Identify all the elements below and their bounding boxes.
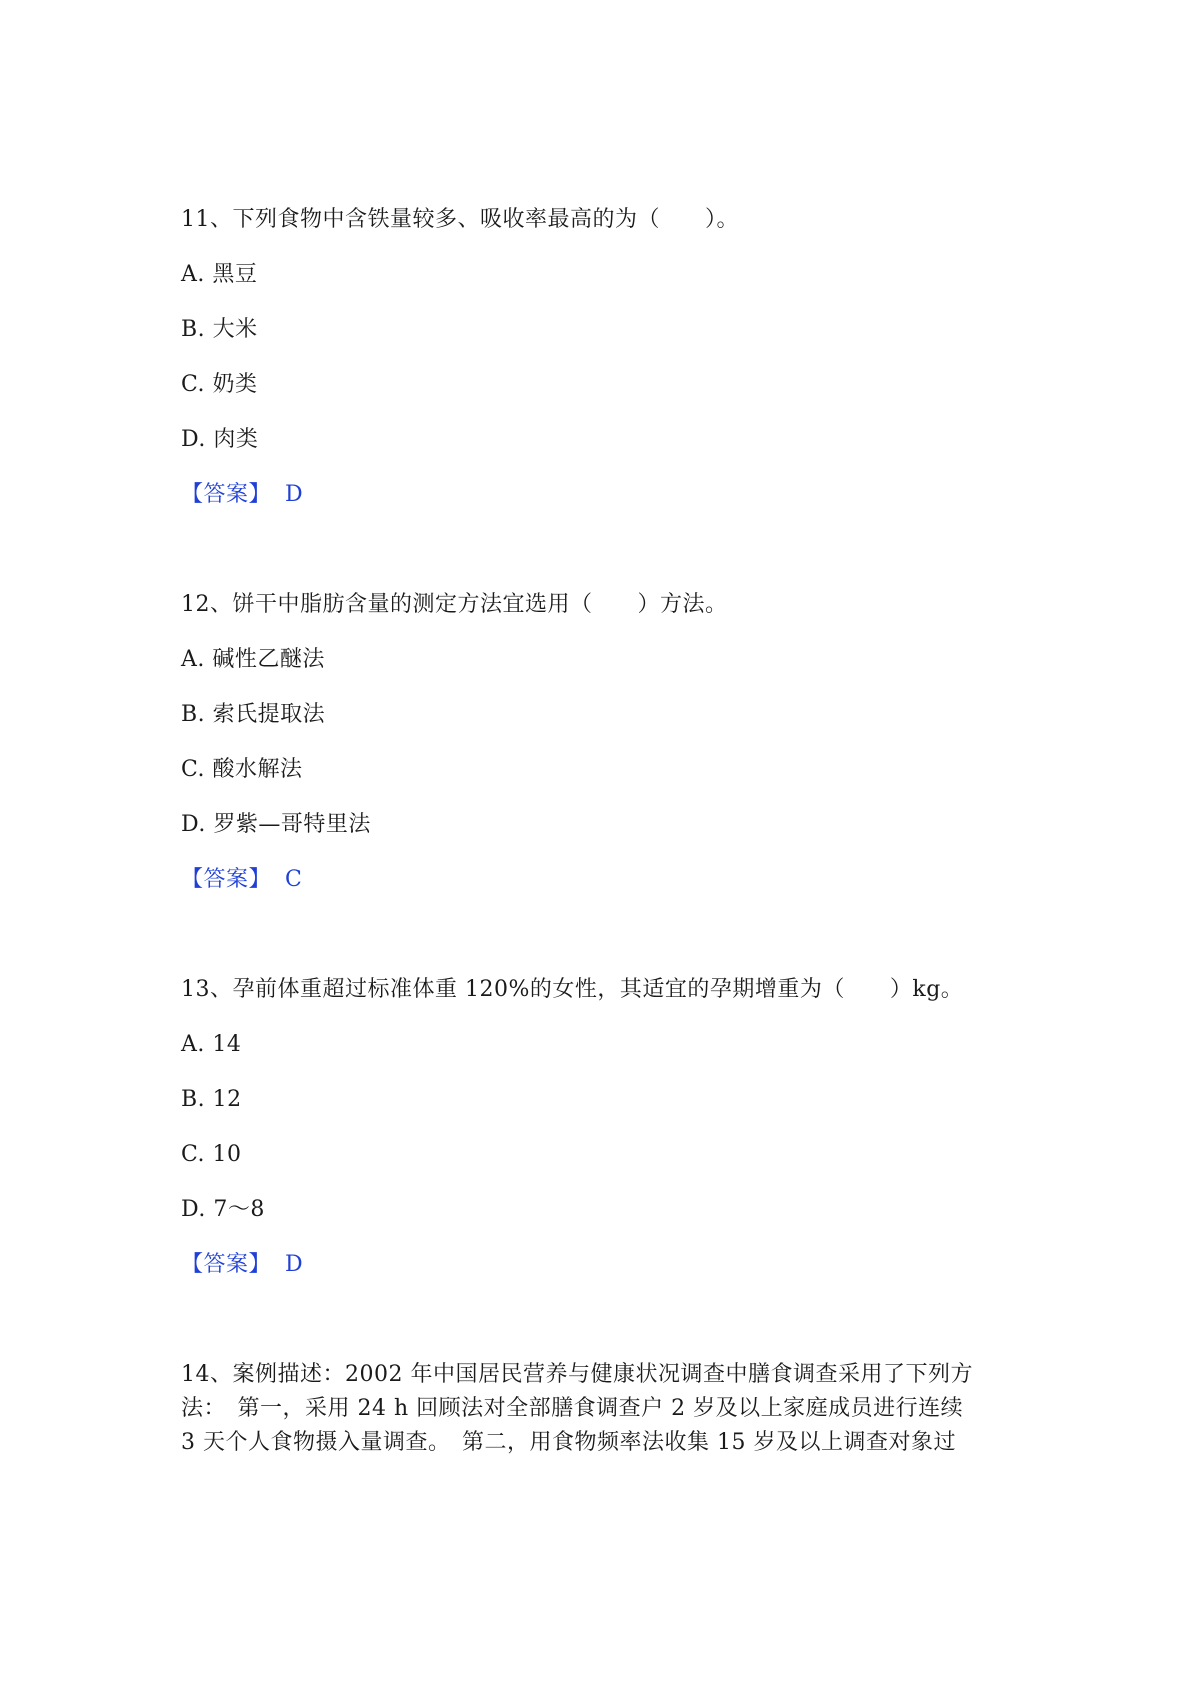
question-13-answer <box>181 1250 303 1280</box>
question-14-case-description <box>181 1358 1011 1460</box>
question-14-line-1: 14、案例描述：2002 年中国居民营养与健康状况调查中膳食调查采用了下列方 <box>181 1362 973 1387</box>
answer-value: C <box>285 867 303 892</box>
answer-label: 【答案】 <box>181 1252 272 1277</box>
answer-value: D <box>285 482 304 507</box>
question-13-option-d: D. 7～8 <box>181 1197 265 1222</box>
question-11-option-c: C. 奶类 <box>181 372 258 397</box>
question-12-stem: 12、饼干中脂肪含量的测定方法宜选用（ ）方法。 <box>181 592 728 617</box>
question-14-line-2: 法： 第一，采用 24 h 回顾法对全部膳食调查户 2 岁及以上家庭成员进行连续 <box>181 1396 964 1421</box>
question-11-answer <box>181 480 303 510</box>
question-11-option-d: D. 肉类 <box>181 427 259 452</box>
question-11-option-b: B. 大米 <box>181 317 258 342</box>
question-13-option-a: A. 14 <box>181 1032 242 1057</box>
question-13-option-c: C. 10 <box>181 1142 242 1167</box>
answer-label: 【答案】 <box>181 482 272 507</box>
question-12-answer <box>181 865 302 895</box>
question-12-option-d: D. 罗紫—哥特里法 <box>181 812 371 837</box>
answer-value: D <box>285 1252 304 1277</box>
question-13-stem: 13、孕前体重超过标准体重 120%的女性，其适宜的孕期增重为（ ）kg。 <box>181 977 964 1002</box>
answer-label: 【答案】 <box>181 867 272 892</box>
question-12-option-b: B. 索氏提取法 <box>181 702 326 727</box>
question-12-option-c: C. 酸水解法 <box>181 757 303 782</box>
question-11-stem: 11、下列食物中含铁量较多、吸收率最高的为（ ）。 <box>181 207 739 232</box>
question-12-option-a: A. 碱性乙醚法 <box>181 647 325 672</box>
question-13-option-b: B. 12 <box>181 1087 242 1112</box>
question-14-line-3: 3 天个人食物摄入量调查。 第二，用食物频率法收集 15 岁及以上调查对象过 <box>181 1430 956 1455</box>
question-11-option-a: A. 黑豆 <box>181 262 258 287</box>
